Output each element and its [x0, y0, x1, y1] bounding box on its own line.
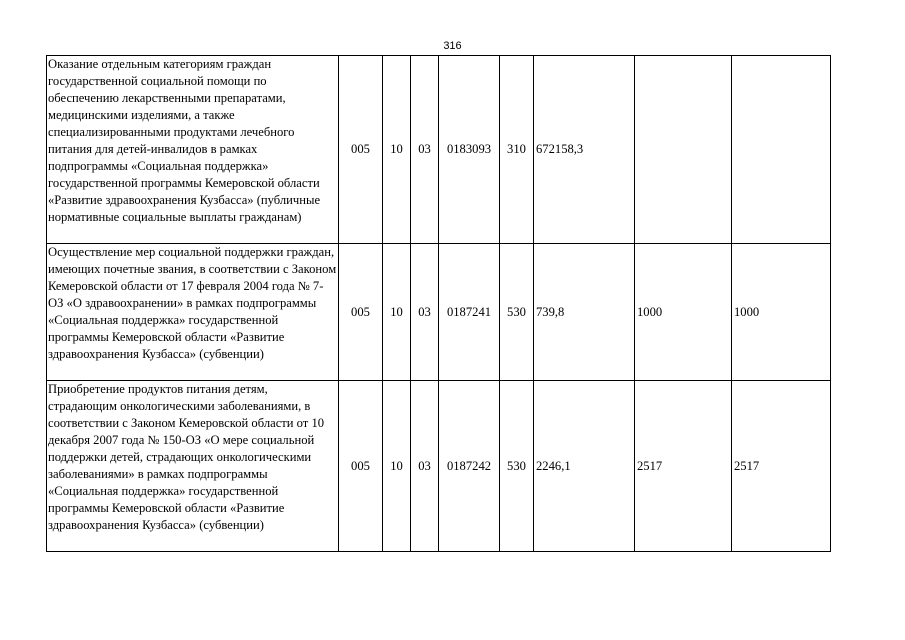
section-code: 10 [383, 56, 411, 244]
row-description: Оказание отдельным категориям граждан государственной социальной помощи по обеспечению лекарственными препаратами, медицинскими изделиями, а также специализированными продуктами лечебного питания для детей-инвалидов в рамках подпрограммы «Социальная поддержка» государственной программы Кемеровской области «Развитие здравоохранения Кузбасса» (публичные нормативные социальные выплаты гражданам) [47, 56, 339, 244]
amount-year-1: 739,8 [534, 244, 635, 381]
amount-year-2 [635, 56, 732, 244]
target-article-code: 0187241 [439, 244, 500, 381]
ministry-code: 005 [339, 244, 383, 381]
subsection-code: 03 [411, 56, 439, 244]
ministry-code: 005 [339, 56, 383, 244]
expense-type-code: 530 [500, 244, 534, 381]
table-row [47, 381, 831, 552]
section-code: 10 [383, 244, 411, 381]
amount-year-3: 1000 [732, 244, 831, 381]
table-row [47, 244, 831, 381]
page-number: 316 [443, 40, 462, 52]
amount-year-3 [732, 56, 831, 244]
amount-year-1: 672158,3 [534, 56, 635, 244]
amount-year-3: 2517 [732, 381, 831, 552]
subsection-code: 03 [411, 381, 439, 552]
subsection-code: 03 [411, 244, 439, 381]
section-code: 10 [383, 381, 411, 552]
amount-year-1: 2246,1 [534, 381, 635, 552]
ministry-code: 005 [339, 381, 383, 552]
expense-type-code: 530 [500, 381, 534, 552]
target-article-code: 0187242 [439, 381, 500, 552]
expense-type-code: 310 [500, 56, 534, 244]
row-description: Приобретение продуктов питания детям, страдающим онкологическими заболеваниями, в соответствии с Законом Кемеровской области от 10 декабря 2007 года № 150-ОЗ «О мере социальной поддержки детей, страдающих онкологическими заболеваниями» в рамках подпрограммы «Социальная поддержка» государственной программы Кемеровской области «Развитие здравоохранения Кузбасса» (субвенции) [47, 381, 339, 552]
target-article-code: 0183093 [439, 56, 500, 244]
amount-year-2: 1000 [635, 244, 732, 381]
amount-year-2: 2517 [635, 381, 732, 552]
budget-table [46, 55, 831, 552]
table-row [47, 56, 831, 244]
row-description: Осуществление мер социальной поддержки граждан, имеющих почетные звания, в соответствии с Законом Кемеровской области от 17 февраля 2004 года № 7-ОЗ «О здравоохранении» в рамках подпрограммы «Социальная поддержка» государственной программы Кемеровской области «Развитие здравоохранения Кузбасса» (субвенции) [47, 244, 339, 381]
